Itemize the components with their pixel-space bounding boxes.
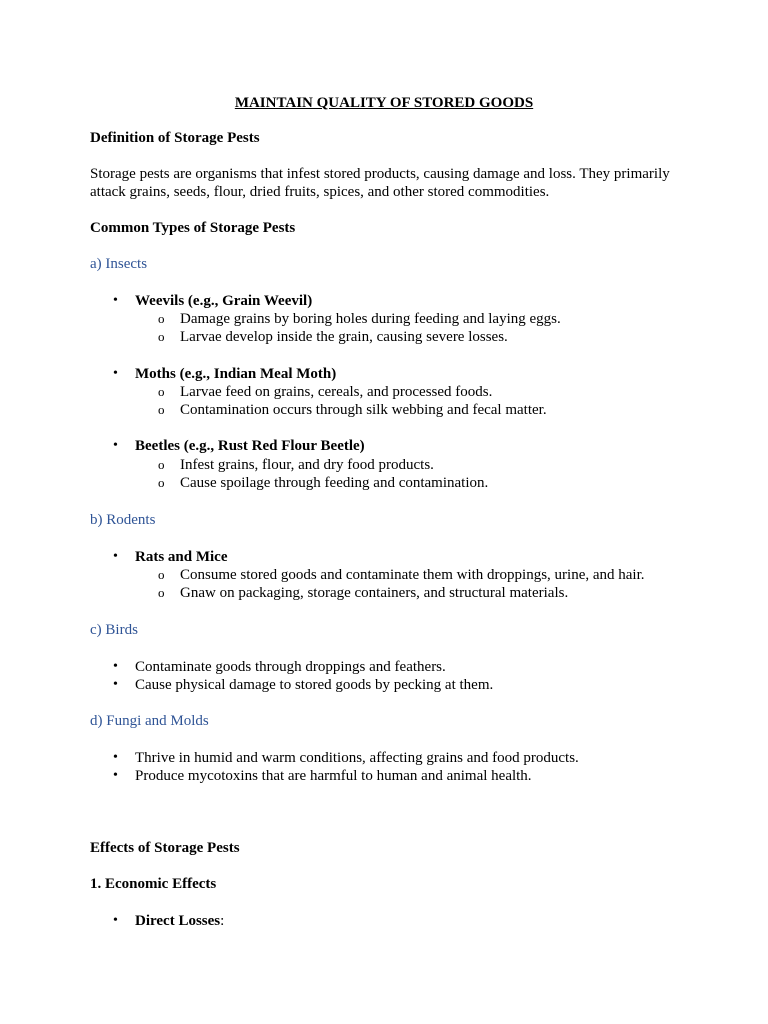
effects-heading: Effects of Storage Pests <box>90 840 240 856</box>
bullet-text: Thrive in humid and warm conditions, affecting grains and food products. <box>135 750 579 766</box>
direct-losses-label: Direct Losses <box>135 913 221 929</box>
bullet-marker: • <box>113 438 118 453</box>
detail-text: Larvae feed on grains, cereals, and processed foods. <box>180 384 493 400</box>
definition-heading: Definition of Storage Pests <box>90 130 260 146</box>
pest-label: Rats and Mice <box>135 549 228 565</box>
bullet-marker: • <box>113 913 118 928</box>
sub-bullet-marker: o <box>158 585 165 600</box>
birds-subheading: c) Birds <box>90 622 138 638</box>
bullet-marker: • <box>113 677 118 692</box>
bullet-marker: • <box>113 549 118 564</box>
bullet-marker: • <box>113 366 118 381</box>
bullet-text: Produce mycotoxins that are harmful to human and animal health. <box>135 768 532 784</box>
sub-bullet-marker: o <box>158 567 165 582</box>
bullet-marker: • <box>113 659 118 674</box>
definition-paragraph: Storage pests are organisms that infest stored products, causing damage and loss. They primarily attack grains, seeds, flour, dried fruits, spices, and other stored commodities. <box>90 166 670 200</box>
rodents-subheading: b) Rodents <box>90 512 156 528</box>
detail-text: Infest grains, flour, and dry food products. <box>180 457 434 473</box>
pest-label: Beetles (e.g., Rust Red Flour Beetle) <box>135 438 365 454</box>
insects-subheading: a) Insects <box>90 256 148 272</box>
pest-label: Moths (e.g., Indian Meal Moth) <box>135 366 337 382</box>
bullet-text: Contaminate goods through droppings and feathers. <box>135 659 446 675</box>
economic-effects-heading: 1. Economic Effects <box>90 876 217 892</box>
direct-losses-line <box>135 912 224 930</box>
detail-text: Contamination occurs through silk webbing and fecal matter. <box>180 402 547 418</box>
bullet-marker: • <box>113 293 118 308</box>
detail-text: Larvae develop inside the grain, causing severe losses. <box>180 329 508 345</box>
bullet-marker: • <box>113 768 118 783</box>
sub-bullet-marker: o <box>158 311 165 326</box>
detail-text: Consume stored goods and contaminate them with droppings, urine, and hair. <box>180 567 645 583</box>
document-title: MAINTAIN QUALITY OF STORED GOODS <box>234 95 534 111</box>
fungi-subheading: d) Fungi and Molds <box>90 713 209 729</box>
sub-bullet-marker: o <box>158 457 165 472</box>
direct-losses-colon: : <box>220 913 225 929</box>
sub-bullet-marker: o <box>158 384 165 399</box>
sub-bullet-marker: o <box>158 402 165 417</box>
bullet-text: Cause physical damage to stored goods by pecking at them. <box>135 677 494 693</box>
sub-bullet-marker: o <box>158 475 165 490</box>
detail-text: Damage grains by boring holes during feeding and laying eggs. <box>180 311 561 327</box>
detail-text: Gnaw on packaging, storage containers, and structural materials. <box>180 585 569 601</box>
sub-bullet-marker: o <box>158 329 165 344</box>
pest-label: Weevils (e.g., Grain Weevil) <box>135 293 313 309</box>
bullet-marker: • <box>113 750 118 765</box>
common-types-heading: Common Types of Storage Pests <box>90 220 296 236</box>
detail-text: Cause spoilage through feeding and contamination. <box>180 475 489 491</box>
